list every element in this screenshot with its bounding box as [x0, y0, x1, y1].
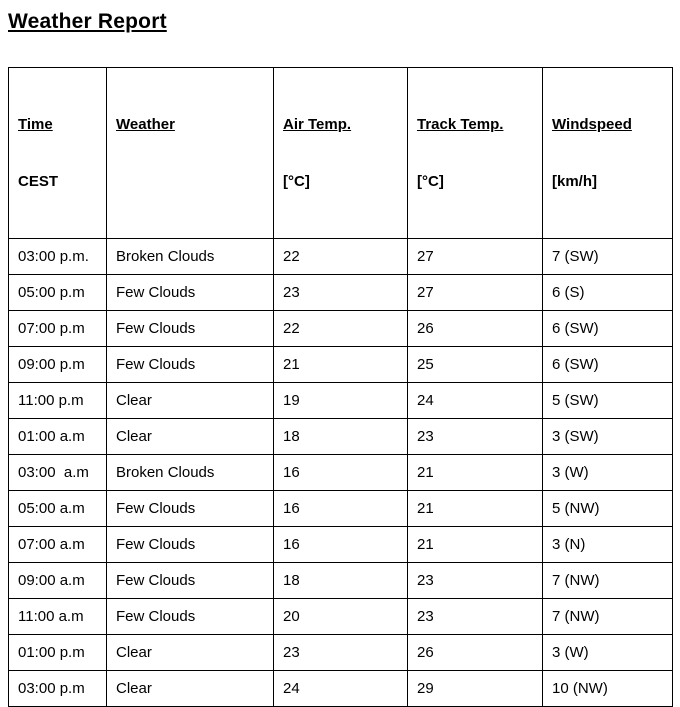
- header-title-track-temp: Track Temp.: [417, 116, 504, 133]
- track-temp-cell: 21: [408, 491, 543, 527]
- weather-cell: Clear: [107, 383, 274, 419]
- windspeed-cell: 5 (SW): [543, 383, 673, 419]
- weather-cell: Few Clouds: [107, 527, 274, 563]
- table-row: [9, 635, 673, 671]
- header-subtitle-track-temp: [°C]: [417, 173, 444, 190]
- table-row: [9, 671, 673, 707]
- weather-cell: Few Clouds: [107, 599, 274, 635]
- air-temp-cell: 19: [274, 383, 408, 419]
- weather-cell: Few Clouds: [107, 347, 274, 383]
- track-temp-cell: 23: [408, 419, 543, 455]
- header-cell-windspeed: [543, 68, 673, 239]
- air-temp-cell: 16: [274, 455, 408, 491]
- header-cell-time: [9, 68, 107, 239]
- windspeed-cell: 7 (NW): [543, 563, 673, 599]
- time-cell: 03:00 p.m.: [9, 239, 107, 275]
- track-temp-cell: 29: [408, 671, 543, 707]
- weather-cell: Few Clouds: [107, 563, 274, 599]
- track-temp-cell: 27: [408, 239, 543, 275]
- time-cell: 11:00 a.m: [9, 599, 107, 635]
- table-header: [9, 68, 673, 239]
- table-row: [9, 275, 673, 311]
- air-temp-cell: 16: [274, 491, 408, 527]
- header-title-air-temp: Air Temp.: [283, 116, 352, 133]
- track-temp-cell: 27: [408, 275, 543, 311]
- air-temp-cell: 21: [274, 347, 408, 383]
- weather-cell: Few Clouds: [107, 311, 274, 347]
- air-temp-cell: 18: [274, 563, 408, 599]
- track-temp-cell: 24: [408, 383, 543, 419]
- weather-cell: Broken Clouds: [107, 455, 274, 491]
- table-row: [9, 419, 673, 455]
- windspeed-cell: 5 (NW): [543, 491, 673, 527]
- header-title-windspeed: Windspeed: [552, 116, 632, 133]
- air-temp-cell: 18: [274, 419, 408, 455]
- time-cell: 01:00 a.m: [9, 419, 107, 455]
- table-row: [9, 491, 673, 527]
- windspeed-cell: 3 (SW): [543, 419, 673, 455]
- windspeed-cell: 7 (NW): [543, 599, 673, 635]
- header-cell-track-temp: [408, 68, 543, 239]
- track-temp-cell: 21: [408, 455, 543, 491]
- air-temp-cell: 23: [274, 275, 408, 311]
- table-row: [9, 383, 673, 419]
- weather-table: [8, 67, 673, 707]
- windspeed-cell: 7 (SW): [543, 239, 673, 275]
- table-row: [9, 563, 673, 599]
- time-cell: 11:00 p.m: [9, 383, 107, 419]
- time-cell: 01:00 p.m: [9, 635, 107, 671]
- time-cell: 07:00 p.m: [9, 311, 107, 347]
- time-cell: 09:00 p.m: [9, 347, 107, 383]
- track-temp-cell: 26: [408, 311, 543, 347]
- time-cell: 05:00 p.m: [9, 275, 107, 311]
- page: [8, 10, 672, 707]
- header-cell-air-temp: [274, 68, 408, 239]
- weather-cell: Clear: [107, 419, 274, 455]
- header-subtitle-weather: [116, 172, 264, 191]
- table-row: [9, 239, 673, 275]
- air-temp-cell: 23: [274, 635, 408, 671]
- header-title-weather: Weather: [116, 116, 175, 133]
- windspeed-cell: 10 (NW): [543, 671, 673, 707]
- time-cell: 09:00 a.m: [9, 563, 107, 599]
- time-cell: 03:00 p.m: [9, 671, 107, 707]
- time-cell: 03:00 a.m: [9, 455, 107, 491]
- header-row: [9, 68, 673, 239]
- weather-cell: Clear: [107, 671, 274, 707]
- windspeed-cell: 3 (N): [543, 527, 673, 563]
- air-temp-cell: 16: [274, 527, 408, 563]
- air-temp-cell: 22: [274, 311, 408, 347]
- weather-cell: Broken Clouds: [107, 239, 274, 275]
- windspeed-cell: 6 (S): [543, 275, 673, 311]
- header-cell-weather: [107, 68, 274, 239]
- table-row: [9, 599, 673, 635]
- weather-cell: Few Clouds: [107, 491, 274, 527]
- header-subtitle-air-temp: [°C]: [283, 173, 310, 190]
- windspeed-cell: 3 (W): [543, 455, 673, 491]
- time-cell: 07:00 a.m: [9, 527, 107, 563]
- windspeed-cell: 6 (SW): [543, 311, 673, 347]
- track-temp-cell: 26: [408, 635, 543, 671]
- page-title: Weather Report: [8, 10, 167, 33]
- weather-cell: Clear: [107, 635, 274, 671]
- track-temp-cell: 21: [408, 527, 543, 563]
- header-subtitle-windspeed: [km/h]: [552, 173, 597, 190]
- table-row: [9, 347, 673, 383]
- air-temp-cell: 24: [274, 671, 408, 707]
- track-temp-cell: 23: [408, 563, 543, 599]
- air-temp-cell: 22: [274, 239, 408, 275]
- table-row: [9, 311, 673, 347]
- windspeed-cell: 3 (W): [543, 635, 673, 671]
- header-subtitle-time: CEST: [18, 173, 59, 190]
- weather-cell: Few Clouds: [107, 275, 274, 311]
- header-title-time: Time: [18, 116, 53, 133]
- air-temp-cell: 20: [274, 599, 408, 635]
- weather-table-body: [9, 239, 673, 707]
- track-temp-cell: 23: [408, 599, 543, 635]
- windspeed-cell: 6 (SW): [543, 347, 673, 383]
- track-temp-cell: 25: [408, 347, 543, 383]
- table-row: [9, 455, 673, 491]
- table-row: [9, 527, 673, 563]
- time-cell: 05:00 a.m: [9, 491, 107, 527]
